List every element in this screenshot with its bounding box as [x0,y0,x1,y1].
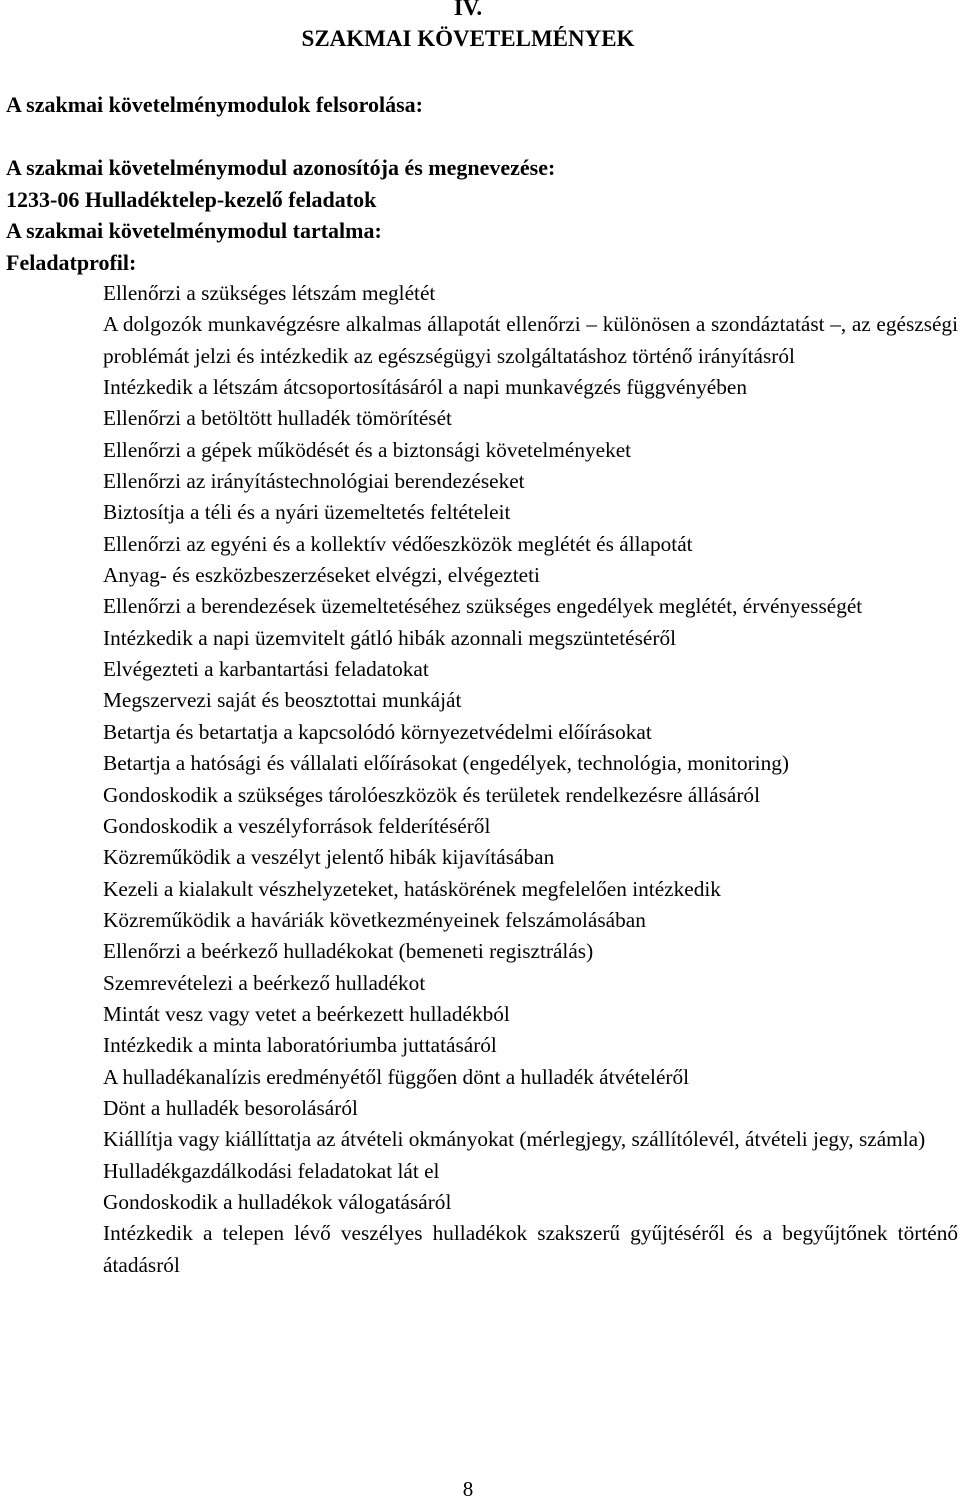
task-item: Anyag- és eszközbeszerzéseket elvégzi, elvégezteti [103,563,540,588]
task-item: Gondoskodik a veszélyforrások felderítéséről [103,813,491,838]
module-list-heading: A szakmai követelménymodulok felsorolása: [6,92,423,117]
task-item: Közreműködik a haváriák következményeinek felszámolásában [103,907,646,932]
task-item: Gondoskodik a szükséges tárolóeszközök és területek rendelkezésre állásáról [103,782,761,807]
module-headings [6,89,946,278]
blank-line [6,121,946,153]
task-item: Dönt a hulladék besorolásáról [103,1095,358,1120]
task-item: Ellenőrzi a szükséges létszám meglétét [103,281,436,305]
module-content-heading: A szakmai követelménymodul tartalma: [6,218,382,243]
chapter-number: IV. [453,0,483,20]
task-item: Mintát vesz vagy vetet a beérkezett hulladékból [103,1001,510,1026]
task-item: A dolgozók munkavégzésre alkalmas állapotát ellenőrzi – különösen a szondáztatást –, az egészségi problémát jelzi és intézkedik az egészségügyi szolgáltatáshoz történő irányításról [103,312,958,368]
task-item: A hulladékanalízis eredményétől függően dönt a hulladék átvételéről [103,1064,690,1089]
task-item: Betartja a hatósági és vállalati előírásokat (engedélyek, technológia, monitoring) [103,751,789,776]
module-id: 1233-06 Hulladéktelep-kezelő feladatok [6,186,377,212]
task-item: Intézkedik a minta laboratóriumba juttatásáról [103,1033,497,1058]
page-number: 8 [462,1477,474,1501]
task-item: Közreműködik a veszélyt jelentő hibák kijavításában [103,845,555,870]
module-id-heading: A szakmai követelménymodul azonosítója és megnevezése: [6,155,556,180]
task-item: Intézkedik a telepen lévő veszélyes hulladékok szakszerű gyűjtéséről és a begyűjtőnek történő átadásról [103,1221,958,1277]
task-item: Ellenőrzi az irányítástechnológiai berendezéseket [103,469,525,494]
task-item: Ellenőrzi a gépek működését és a biztonsági követelményeket [103,437,632,462]
task-item: Betartja és betartatja a kapcsolódó környezetvédelmi előírásokat [103,719,652,744]
task-item: Gondoskodik a hulladékok válogatásáról [103,1189,452,1214]
task-profile-list [103,278,958,1281]
task-item: Intézkedik a létszám átcsoportosításáról a napi munkavégzés függvényében [103,375,747,400]
task-item: Intézkedik a napi üzemvitelt gátló hibák azonnali megszüntetéséről [103,625,677,650]
profile-heading: Feladatprofil: [6,249,137,275]
chapter-title: SZAKMAI KÖVETELMÉNYEK [301,26,635,51]
task-item: Ellenőrzi a berendezések üzemeltetéséhez szükséges engedélyek meglétét, érvényességét [103,594,863,619]
chapter-heading [0,0,936,54]
task-item: Elvégezteti a karbantartási feladatokat [103,657,429,682]
task-item: Biztosítja a téli és a nyári üzemeltetés feltételeit [103,500,511,525]
task-item: Kezeli a kialakult vészhelyzeteket, hatáskörének megfelelően intézkedik [103,876,721,901]
task-item: Ellenőrzi az egyéni és a kollektív védőeszközök meglétét és állapotát [103,531,693,556]
task-item: Megszervezi saját és beosztottai munkáját [103,688,462,713]
task-item: Szemrevételezi a beérkező hulladékot [103,970,426,995]
task-item: Hulladékgazdálkodási feladatokat lát el [103,1158,440,1183]
task-item: Kiállítja vagy kiállíttatja az átvételi okmányokat (mérlegjegy, szállítólevél, átvételi jegy, számla) [103,1127,926,1152]
task-item: Ellenőrzi a beérkező hulladékokat (bemeneti regisztrálás) [103,939,594,964]
task-item: Ellenőrzi a betöltött hulladék tömörítését [103,406,452,431]
